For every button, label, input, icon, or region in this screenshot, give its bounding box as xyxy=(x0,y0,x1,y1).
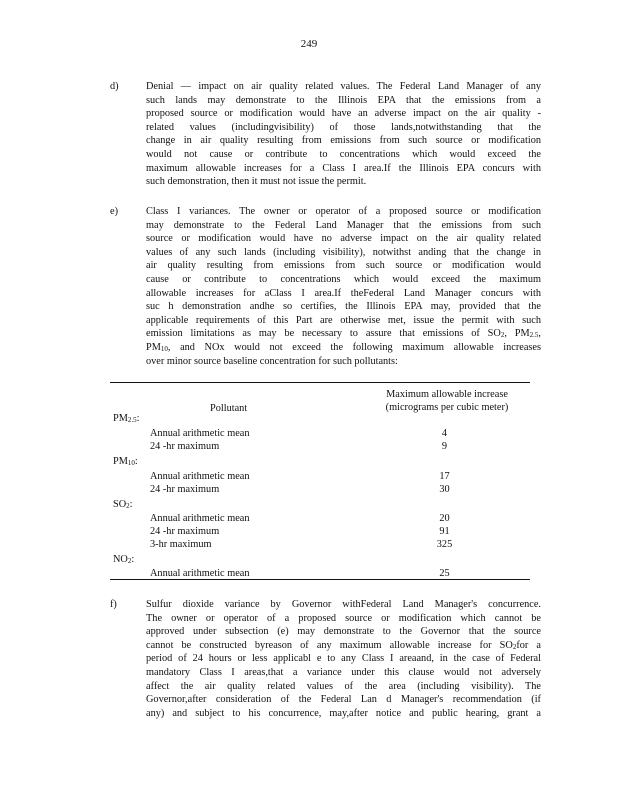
subscript: 10 xyxy=(160,344,168,353)
header-line: (micrograms per cubic meter) xyxy=(385,402,509,413)
text-line: The owner or operator of a proposed source or modification which cannot be xyxy=(146,612,541,624)
subscript: 2.5 xyxy=(127,416,137,424)
pollutant-row xyxy=(110,412,530,425)
subscript: 2.5 xyxy=(529,331,539,340)
text-segment: , xyxy=(538,328,541,340)
increment-value: 4 xyxy=(441,428,448,439)
text-line xyxy=(146,327,541,341)
pollutant-name xyxy=(113,412,140,426)
pollutant-symbol: PM xyxy=(113,456,128,467)
text-line: air quality resulting from emissions from such source or modification would xyxy=(146,260,541,272)
text-line: approved under subsection (e) may demonstrate to the Governor that the source xyxy=(146,626,541,638)
table-row xyxy=(110,538,530,551)
averaging-period: Annual arithmetic mean xyxy=(150,513,250,524)
text-line: maximum allowable increases for a Class I area.If the Illinois EPA concurs with xyxy=(146,162,541,174)
text-segment: for a xyxy=(516,639,541,651)
pollutant-name xyxy=(113,455,138,469)
text-line xyxy=(146,639,541,653)
pollutant-suffix: : xyxy=(131,554,135,565)
increment-value: 25 xyxy=(439,568,450,579)
paragraph-body xyxy=(146,205,541,368)
increments-table xyxy=(110,382,530,580)
text-line: suc h demonstration andhe so certifies, the Illinois EPA may, provided that the xyxy=(146,301,541,313)
table-row xyxy=(110,525,530,538)
increment-value: 17 xyxy=(439,471,450,482)
pollutant-row xyxy=(110,455,530,468)
text-line: values of any such lands (including visibility), notwithst anding that the change in xyxy=(146,246,541,258)
text-line: period of 24 hours or less applicabl e to any Class I areaand, in the case of Federal xyxy=(146,653,541,665)
increment-value: 30 xyxy=(439,484,450,495)
paragraph-marker: f) xyxy=(110,599,117,610)
pollutant-symbol: PM xyxy=(113,413,128,424)
text-line: such lands may demonstrate to the Illinois EPA that the emissions from a xyxy=(146,94,541,106)
text-line: may demonstrate to the Federal Land Manager that the emissions from such xyxy=(146,219,541,231)
increment-value: 91 xyxy=(439,526,450,537)
table-row xyxy=(110,440,530,453)
header-line: Maximum allowable increase xyxy=(386,389,508,400)
pollutant-name xyxy=(113,498,133,512)
text-line: mandatory Class I areas,that a variance under this clause would not adversely xyxy=(146,666,541,678)
text-line: related values (includingvisibility) of those lands,notwithstanding that the xyxy=(146,121,541,133)
table-row xyxy=(110,512,530,525)
text-line: Sulfur dioxide variance by Governor withFederal Land Manager's concurrence. xyxy=(146,599,541,610)
averaging-period: 24 -hr maximum xyxy=(150,441,220,452)
table-row xyxy=(110,470,530,483)
increment-value: 20 xyxy=(439,513,450,524)
page-number: 249 xyxy=(300,38,318,50)
text-line: change in air quality resulting from emissions from such source or modification xyxy=(146,135,541,147)
text-segment: , PM xyxy=(504,328,530,340)
paragraph-body xyxy=(146,80,541,189)
averaging-period: 3-hr maximum xyxy=(150,539,212,550)
pollutant-suffix: : xyxy=(134,456,138,467)
pollutant-symbol: NO xyxy=(113,554,128,565)
pollutant-suffix: : xyxy=(129,499,133,510)
text-segment: , and NOx would not exceed the following maximum allowable increases xyxy=(167,341,541,353)
text-line xyxy=(146,341,541,355)
text-line: affect the air quality related values of the area (including visibility). The xyxy=(146,680,541,692)
subscript: 10 xyxy=(127,459,135,467)
column-header-pollutant: Pollutant xyxy=(210,403,248,414)
text-line: proposed source or modification would have an adverse impact on the air quality - xyxy=(146,108,541,120)
text-segment: PM xyxy=(146,341,161,353)
text-line: Governor,after consideration of the Federal Lan d Manager's recommendation (if xyxy=(146,694,541,706)
text-line: allowable increases for aClass I area.If theFederal Land Manager concurs with xyxy=(146,287,541,299)
averaging-period: 24 -hr maximum xyxy=(150,526,220,537)
column-header-max-increase xyxy=(372,388,522,414)
text-line: source or modification would have no adverse impact on the air quality related xyxy=(146,233,541,245)
text-line: such demonstration, then it must not issue the permit. xyxy=(146,176,367,188)
text-segment: emission limitations as may be necessary to assure that emissions of SO xyxy=(146,328,501,340)
subscript: 2 xyxy=(500,331,505,340)
pollutant-suffix: : xyxy=(136,413,140,424)
increment-value: 325 xyxy=(436,539,453,550)
paragraph-body xyxy=(146,598,541,720)
text-line: Class I variances. The owner or operator of a proposed source or modification xyxy=(146,206,541,217)
text-line: would not cause or contribute to concentrations which would exceed the xyxy=(146,148,541,160)
paragraph-marker: d) xyxy=(110,81,119,92)
text-line: over minor source baseline concentration for such pollutants: xyxy=(146,355,398,367)
table-row xyxy=(110,427,530,440)
pollutant-name xyxy=(113,553,134,567)
text-segment: cannot be constructed byreason of any maximum allowable increase for SO xyxy=(146,639,513,651)
pollutant-symbol: SO xyxy=(113,499,127,510)
subscript: 2 xyxy=(126,502,130,510)
text-line: any) and subject to his concurrence, may,after notice and public hearing, grant a xyxy=(146,707,541,719)
text-line: applicable requirements of this Part are otherwise met, issue the permit with such xyxy=(146,314,541,326)
subscript: 2 xyxy=(512,642,517,651)
table-bottom-rule xyxy=(110,579,530,580)
averaging-period: 24 -hr maximum xyxy=(150,484,220,495)
pollutant-row xyxy=(110,498,530,511)
increment-value: 9 xyxy=(441,441,448,452)
averaging-period: Annual arithmetic mean xyxy=(150,428,250,439)
averaging-period: Annual arithmetic mean xyxy=(150,471,250,482)
subscript: 2 xyxy=(127,557,132,565)
averaging-period: Annual arithmetic mean xyxy=(150,568,250,579)
paragraph-marker: e) xyxy=(110,206,118,217)
text-line: cause or contribute to concentrations which would exceed the maximum xyxy=(146,273,541,285)
table-top-rule xyxy=(110,382,530,383)
text-line: Denial — impact on air quality related values. The Federal Land Manager of any xyxy=(146,81,541,92)
table-row xyxy=(110,483,530,496)
pollutant-row xyxy=(110,553,530,566)
